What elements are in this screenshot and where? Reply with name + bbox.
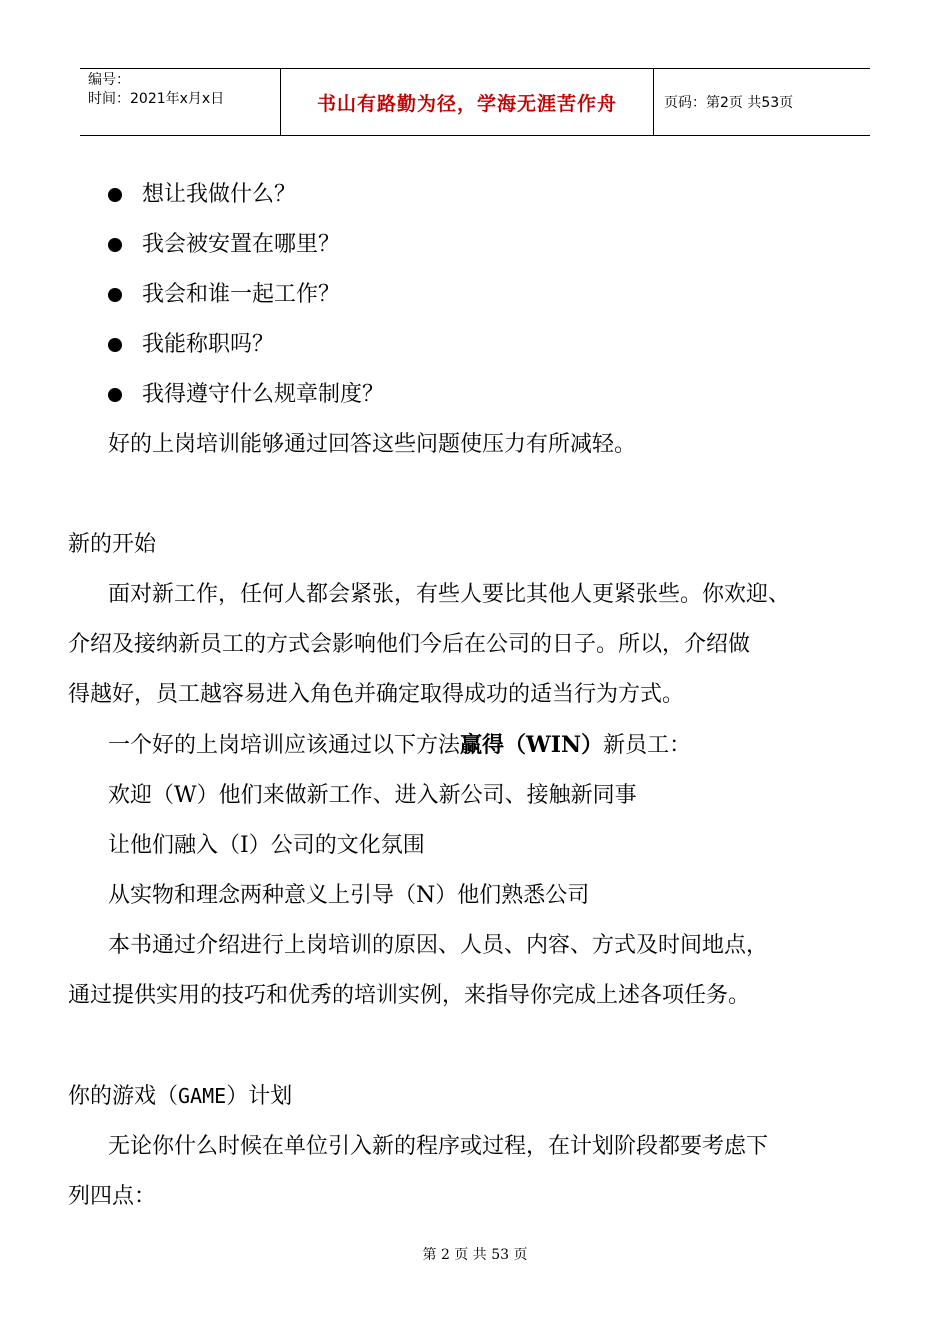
header-page-info: 页码：第2页 共53页 (664, 95, 794, 111)
para1-line: 面对新工作，任何人都会紧张，有些人要比其他人更紧张些。你欢迎、 (108, 582, 791, 607)
para3-line: 本书通过介绍进行上岗培训的原因、人员、内容、方式及时间地点， (108, 933, 769, 958)
para3-line: 通过提供实用的技巧和优秀的培训实例，来指导你完成上述各项任务。 (68, 983, 751, 1008)
bullet-icon (108, 338, 122, 352)
bullet-item: 我得遵守什么规章制度？ (68, 370, 898, 420)
win-item-w: 欢迎（W）他们来做新工作、进入新公司、接触新同事 (108, 783, 637, 808)
bullet-item: 我会和谁一起工作？ (68, 270, 898, 320)
header-motto: 书山有路勤为径，学海无涯苦作舟 (281, 69, 654, 135)
win-item-n: 从实物和理念两种意义上引导（N）他们熟悉公司 (108, 883, 590, 908)
bullet-icon (108, 288, 122, 302)
bullet-icon (108, 388, 122, 402)
number-label: 编号： (88, 72, 130, 88)
page-footer: 第 2 页 共 53 页 (422, 1247, 528, 1263)
bullet-item: 我会被安置在哪里？ (68, 220, 898, 270)
para1-line: 得越好，员工越容易进入角色并确定取得成功的适当行为方式。 (68, 682, 685, 707)
game-para-line: 列四点： (68, 1184, 157, 1209)
bullet-icon (108, 188, 122, 202)
para1-line: 介绍及接纳新员工的方式会影响他们今后在公司的日子。所以，介绍做 (68, 632, 751, 657)
header-meta (80, 69, 281, 135)
win-item-i: 让他们融入（I）公司的文化氛围 (108, 833, 425, 858)
page-header (80, 68, 870, 136)
section-title-game-plan: 你的游戏（GAME）计划 (68, 1084, 293, 1109)
date-label: 时间：2021年x月x日 (88, 91, 225, 107)
summary-paragraph: 好的上岗培训能够通过回答这些问题使压力有所减轻。 (108, 432, 637, 457)
bullet-icon (108, 238, 122, 252)
document-body (68, 170, 898, 1222)
game-para-line: 无论你什么时候在单位引入新的程序或过程，在计划阶段都要考虑下 (108, 1134, 769, 1159)
section-title-new-start: 新的开始 (68, 532, 157, 557)
para2-win: 一个好的上岗培训应该通过以下方法赢得（WIN）新员工： (108, 732, 692, 758)
bullet-item: 我能称职吗？ (68, 320, 898, 370)
bullet-item: 想让我做什么？ (68, 170, 898, 220)
win-emphasis: 赢得（WIN） (460, 732, 604, 758)
